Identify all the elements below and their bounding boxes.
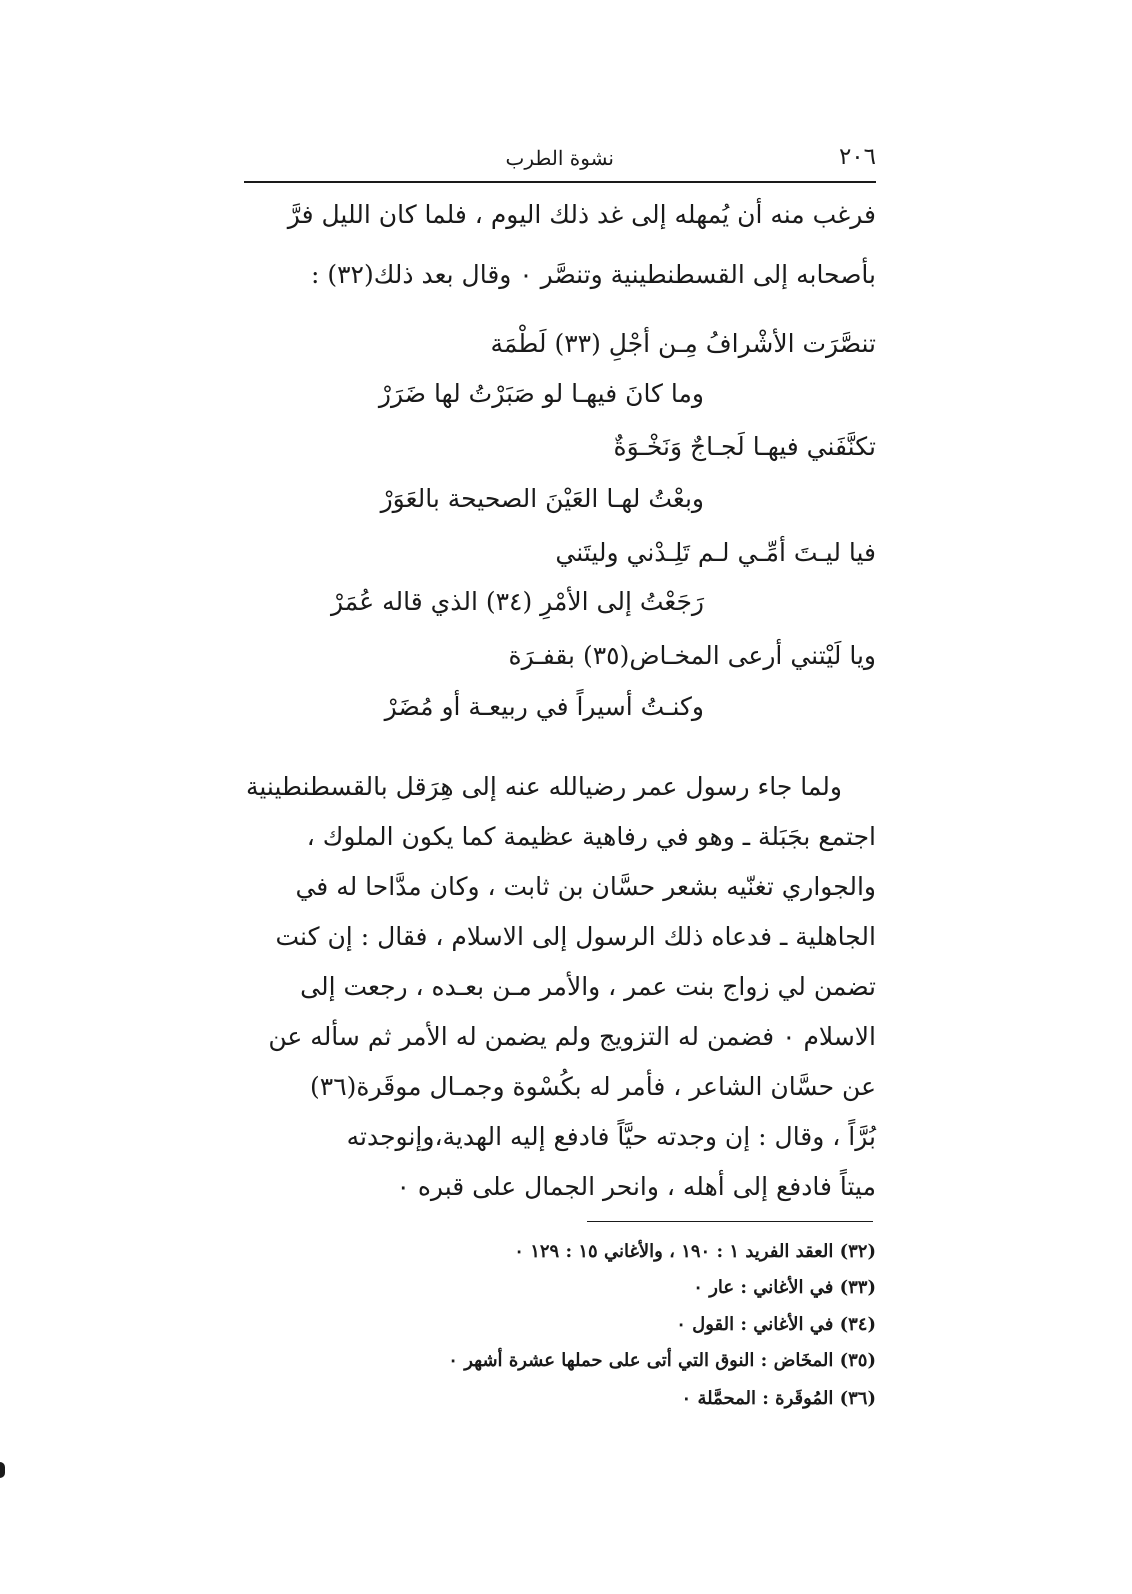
footnote-rule <box>587 1221 873 1222</box>
page-header <box>244 142 876 178</box>
footnote: (٣٤) في الأغاني : القول ٠ <box>676 1314 876 1335</box>
footnote: (٣٢) العقد الفريد ١ : ١٩٠ ، والأغاني ١٥ : ١٢٩ ٠ <box>514 1241 876 1262</box>
header-rule <box>244 181 876 183</box>
paragraph-line: ميتاً فادفع إلى أهله ، وانحر الجمال على قبره ٠ <box>396 1172 876 1201</box>
footnote: (٣٦) المُوقَرة : المحمَّلة ٠ <box>681 1388 876 1409</box>
paragraph-line: عن حسَّان الشاعر ، فأمر له بكُسْوة وجمـال موقَرة(٣٦) <box>310 1072 876 1101</box>
footnote: (٣٣) في الأغاني : عار ٠ <box>693 1277 876 1298</box>
verse-second-hemistich: رَجَعْتُ إلى الأمْرِ (٣٤) الذي قاله عُمَرْ <box>331 587 704 616</box>
scan-smudge <box>0 1462 5 1478</box>
verse-first-hemistich: تكنَّفَني فيهـا لَجـاجٌ وَنَخْـوَةٌ <box>613 432 876 461</box>
paragraph-line: الجاهلية ـ فدعاه ذلك الرسول إلى الاسلام ، فقال : إن كنت <box>275 922 876 951</box>
intro-line: بأصحابه إلى القسطنطينية وتنصَّر ٠ وقال بعد ذلك(٣٢) : <box>310 260 876 289</box>
verse-second-hemistich: وما كانَ فيهـا لو صَبَرْتُ لها ضَرَرْ <box>378 379 704 408</box>
paragraph-line: بُرَّاً ، وقال : إن وجدته حيَّاً فادفع إليه الهدية،وإنوجدته <box>346 1122 876 1151</box>
paragraph-line: ولما جاء رسول عمر رضيالله عنه إلى هِرَقل بالقسطنطينية <box>245 772 842 801</box>
verse-second-hemistich: وكنـتُ أسيراً في ربيعـة أو مُضَرْ <box>384 692 704 721</box>
page-number: ٢٠٦ <box>838 144 876 170</box>
verse-first-hemistich: تنصَّرَت الأشْرافُ مِـن أجْلِ (٣٣) لَطْمَة <box>490 329 876 358</box>
verse-first-hemistich: ويا لَيْتني أرعى المخـاض(٣٥) بقفـرَة <box>508 641 876 670</box>
paragraph-line: تضمن لي زواج بنت عمر ، والأمر مـن بعـده ، رجعت إلى <box>300 972 876 1001</box>
intro-line: فرغب منه أن يُمهله إلى غد ذلك اليوم ، فلما كان الليل فرَّ <box>287 200 876 229</box>
verse-second-hemistich: وبعْتُ لهـا العَيْنَ الصحيحة بالعَوَرْ <box>380 484 704 513</box>
running-title: نشوة الطرب <box>505 146 614 170</box>
paragraph-line: الاسلام ٠ فضمن له التزويج ولم يضمن له الأمر ثم سأله عن <box>268 1022 876 1051</box>
paragraph-line: والجواري تغنّيه بشعر حسَّان بن ثابت ، وكان مدَّاحا له في <box>295 872 876 901</box>
footnote: (٣٥) المخَاض : النوق التي أتى على حملها عشرة أشهر ٠ <box>448 1350 876 1371</box>
verse-first-hemistich: فيا ليـتَ أمِّـي لـم تَلِـدْني وليتَني <box>555 538 876 567</box>
paragraph-line: اجتمع بجَبَلة ـ وهو في رفاهية عظيمة كما يكون الملوك ، <box>306 822 876 851</box>
